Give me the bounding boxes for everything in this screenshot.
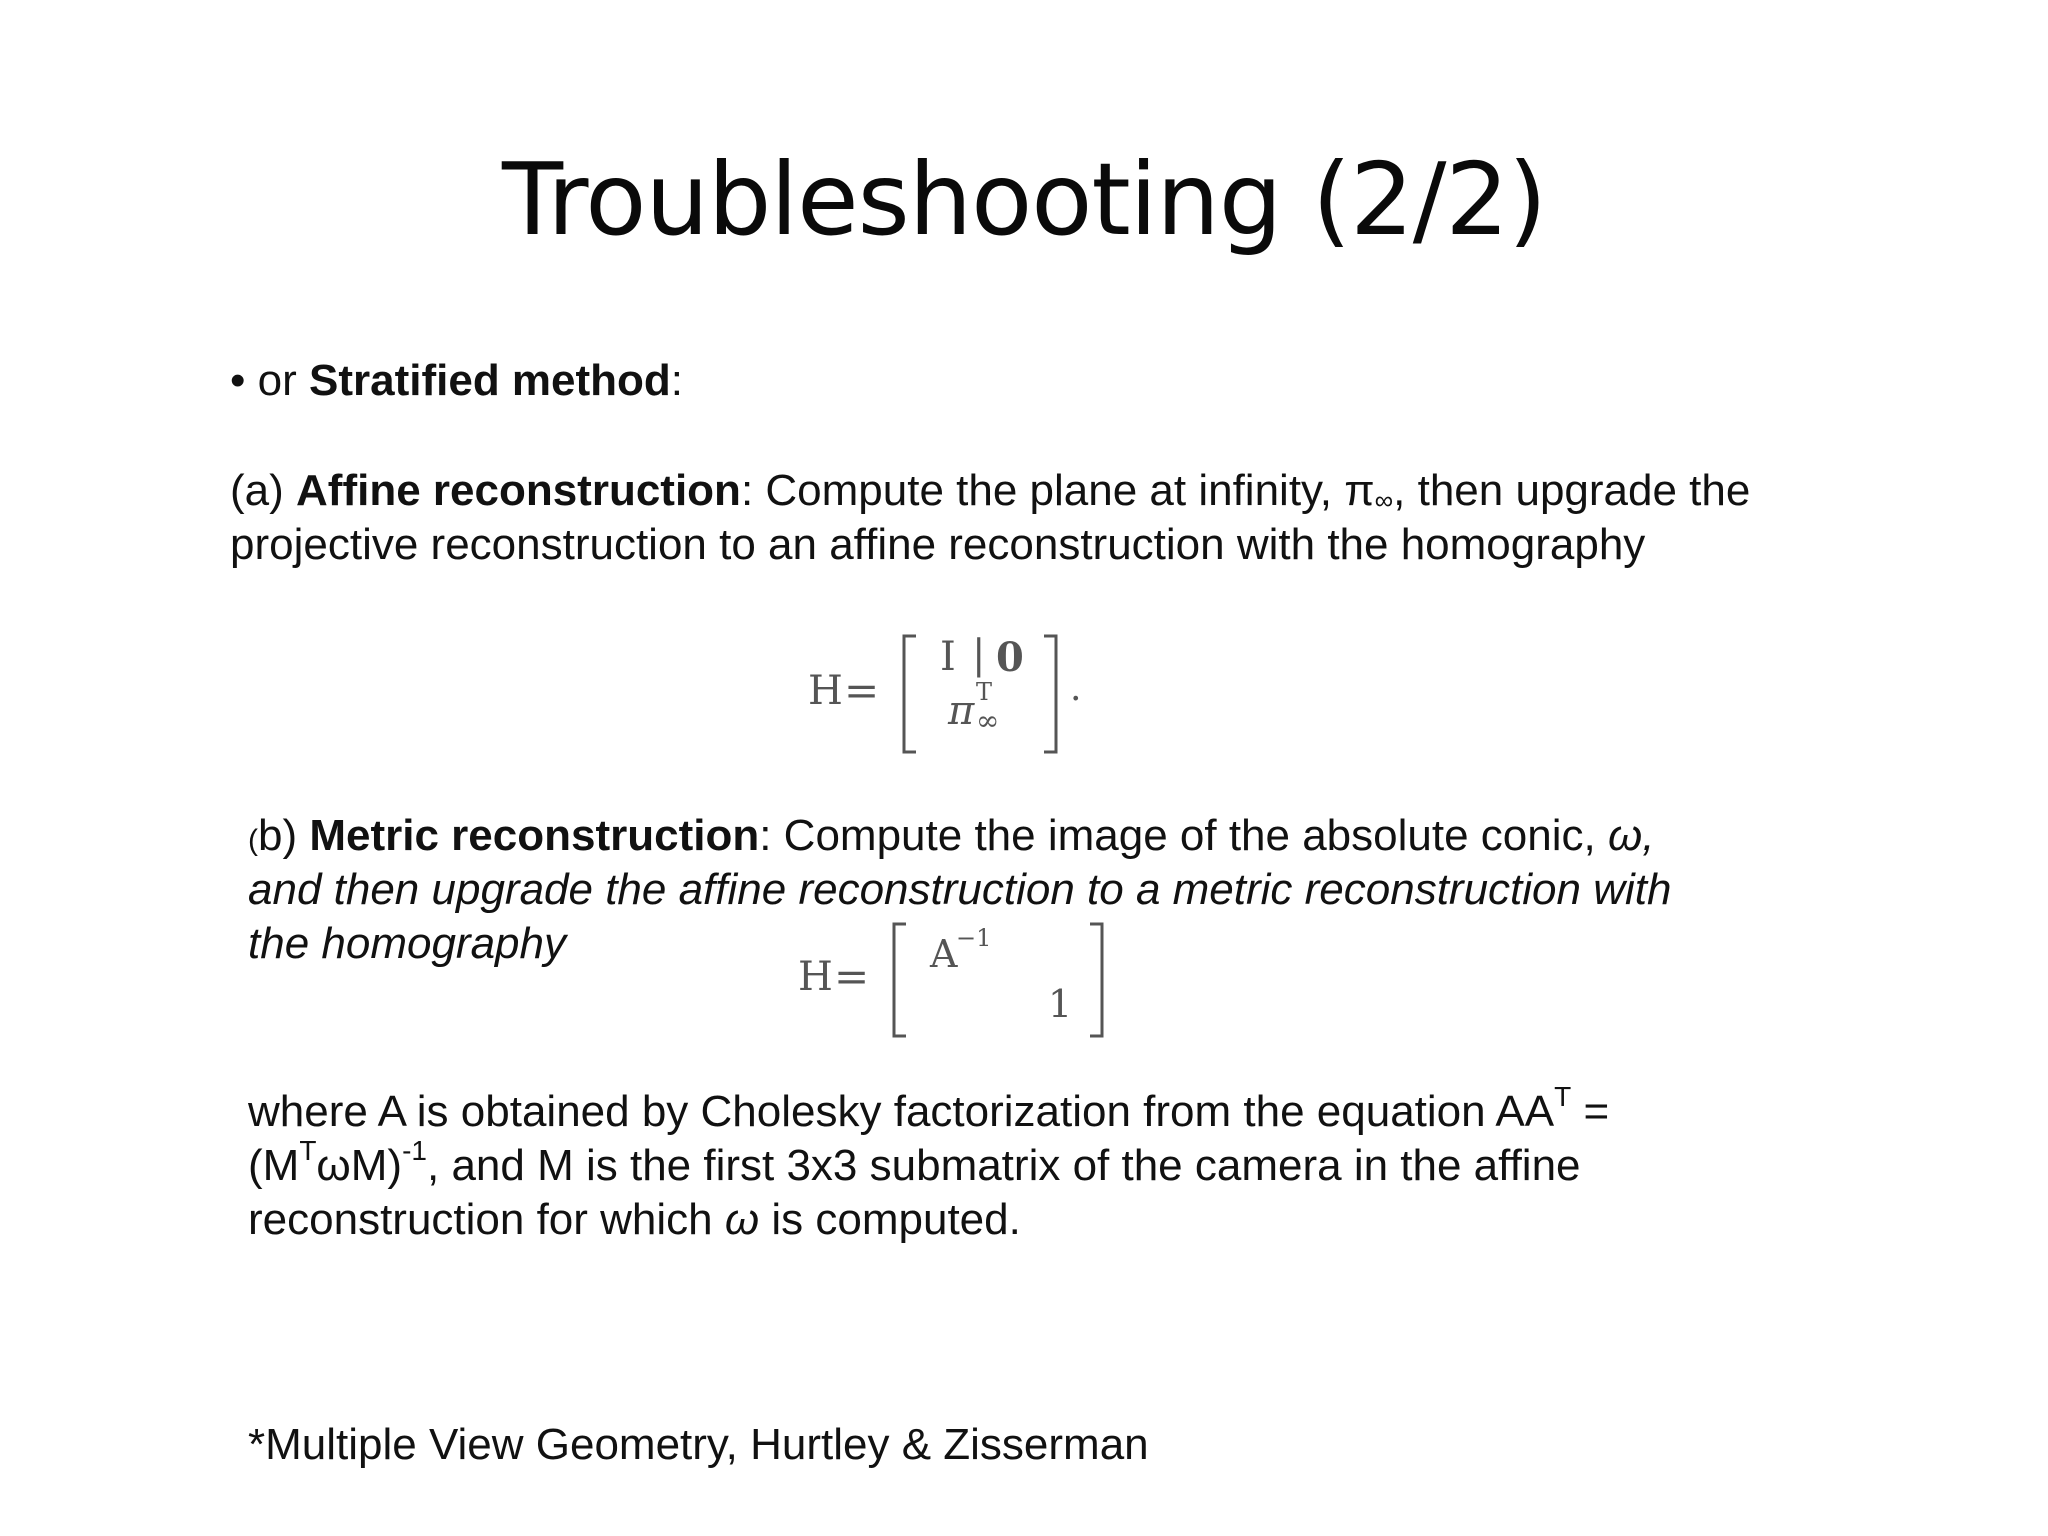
where-line1 bbox=[248, 1081, 1610, 1139]
part-b-omega: ω, bbox=[1607, 811, 1655, 860]
where-l2-sup2: -1 bbox=[402, 1135, 427, 1167]
eq-b-sup: −1 bbox=[956, 924, 992, 952]
where-l3-omega: ω bbox=[724, 1195, 760, 1244]
eq-b-equals: = bbox=[834, 952, 870, 1001]
where-l2-sup1: T bbox=[299, 1135, 317, 1167]
eq-a-bar: | bbox=[972, 632, 986, 678]
part-b-bold: Metric reconstruction bbox=[309, 811, 760, 860]
where-l1b: = bbox=[1571, 1087, 1610, 1136]
equation-metric bbox=[790, 920, 1130, 1045]
slide-title: Troubleshooting (2/2) bbox=[501, 141, 1547, 258]
part-a-text2: , then upgrade the bbox=[1393, 466, 1751, 515]
part-a-line2: projective reconstruction to an affine reconstruction with the homography bbox=[230, 520, 1646, 569]
bullet-marker: • bbox=[230, 356, 246, 405]
part-b-text1: : Compute the image of the absolute conic, bbox=[759, 811, 1608, 860]
part-a-infinity: ∞ bbox=[1374, 485, 1394, 515]
bullet-prefix: or bbox=[257, 356, 297, 405]
where-l3b: is computed. bbox=[759, 1195, 1021, 1244]
eq-a-T: T bbox=[976, 678, 993, 706]
bullet-line bbox=[230, 354, 683, 408]
eq-a-I: I bbox=[940, 634, 956, 680]
where-l3a: reconstruction for which bbox=[248, 1195, 725, 1244]
where-l2c: , and M is the first 3x3 submatrix of the camera in the affine bbox=[427, 1141, 1581, 1190]
bullet-bold: Stratified method bbox=[309, 356, 671, 405]
eq-b-one: 1 bbox=[1048, 982, 1073, 1026]
eq-a-pi: π bbox=[948, 688, 975, 734]
eq-b-left-bracket bbox=[890, 922, 910, 1038]
where-l2a: (M bbox=[248, 1141, 300, 1190]
where-line2 bbox=[248, 1135, 1581, 1193]
where-l1-sup: T bbox=[1554, 1081, 1572, 1113]
equation-affine bbox=[800, 628, 1120, 758]
part-b-paren: ( bbox=[248, 824, 258, 857]
part-b-label: b) bbox=[258, 811, 298, 860]
part-a-bold: Affine reconstruction bbox=[296, 466, 741, 515]
part-b-line2: and then upgrade the affine reconstruction to a metric reconstruction with bbox=[248, 865, 1672, 914]
bullet-suffix: : bbox=[670, 356, 684, 405]
part-a-text1: : Compute the plane at infinity, π bbox=[740, 466, 1375, 515]
eq-a-equals: = bbox=[844, 666, 880, 715]
eq-b-A: A bbox=[930, 932, 958, 976]
where-l2b: ωM) bbox=[316, 1141, 403, 1190]
eq-a-zero: 0 bbox=[996, 634, 1024, 681]
eq-b-right-bracket bbox=[1086, 922, 1106, 1038]
part-b-line1 bbox=[248, 809, 1654, 868]
footnote-reference: *Multiple View Geometry, Hurtley & Zisserman bbox=[248, 1420, 1149, 1469]
part-a-label: (a) bbox=[230, 466, 284, 515]
where-l1a: where A is obtained by Cholesky factorization from the equation AA bbox=[248, 1087, 1555, 1136]
eq-a-infinity: ∞ bbox=[976, 704, 1000, 737]
eq-b-H: H bbox=[798, 954, 833, 1000]
eq-a-left-bracket bbox=[900, 634, 920, 754]
eq-a-H: H bbox=[808, 668, 843, 714]
eq-a-dot: . bbox=[1070, 668, 1082, 709]
part-b-line3: the homography bbox=[248, 919, 566, 968]
eq-a-right-bracket bbox=[1040, 634, 1060, 754]
where-line3 bbox=[248, 1193, 1021, 1247]
